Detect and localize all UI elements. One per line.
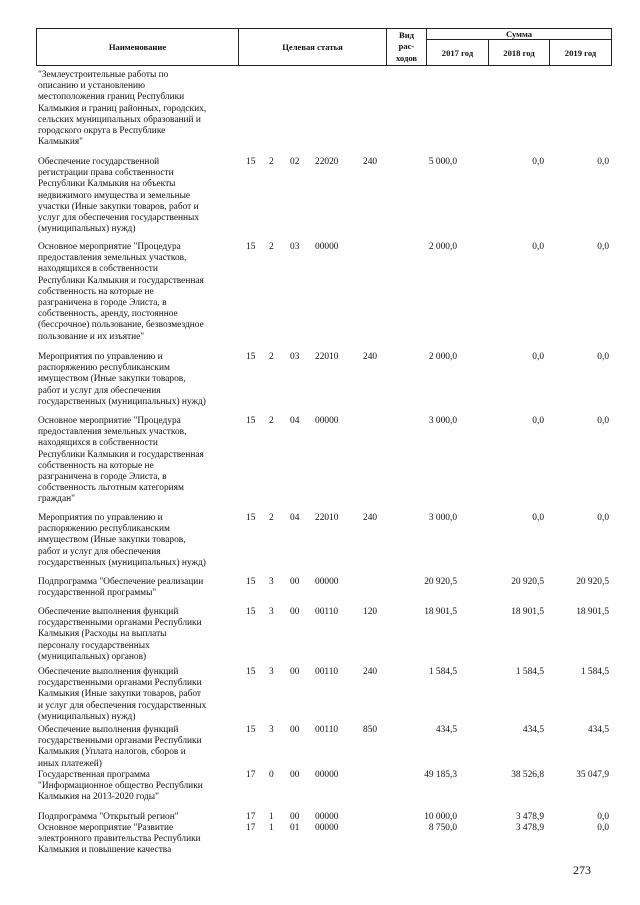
program-code: 15 [246, 725, 256, 735]
expense-type-code: 240 [363, 352, 378, 362]
sum-2019: 0,0 [597, 242, 609, 252]
sum-2018: 0,0 [532, 416, 544, 426]
sum-2017: 434,5 [435, 725, 457, 735]
sum-2018: 3 478,9 [515, 823, 544, 833]
activity-code: 00 [290, 812, 300, 822]
program-code: 15 [246, 157, 256, 167]
sum-2018: 38 526,8 [511, 770, 544, 780]
program-code: 17 [246, 770, 256, 780]
expense-type-code: 240 [363, 667, 378, 677]
program-code: 15 [246, 667, 256, 677]
subprogram-code: 3 [269, 607, 274, 617]
activity-code: 00 [290, 607, 300, 617]
header-year-2019: 2019 год [550, 40, 612, 66]
expense-type-code: 240 [363, 157, 378, 167]
program-code: 15 [246, 513, 256, 523]
sum-2017: 49 185,3 [424, 770, 457, 780]
direction-code: 00110 [315, 667, 339, 677]
direction-code: 22010 [315, 352, 339, 362]
sum-2019: 0,0 [597, 823, 609, 833]
activity-code: 02 [290, 157, 300, 167]
sum-2018: 18 901,5 [511, 607, 544, 617]
sum-2017: 20 920,5 [424, 577, 457, 587]
header-year-2018: 2018 год [489, 40, 550, 66]
sum-2018: 1 584,5 [515, 667, 544, 677]
activity-code: 00 [290, 577, 300, 587]
activity-code: 00 [290, 725, 300, 735]
page-number: 273 [573, 863, 591, 877]
direction-code: 00000 [315, 770, 339, 780]
program-code: 15 [246, 242, 256, 252]
row-name: "Землеустроительные работы по описанию и установлению местоположения границ Республики Калмыкия и границ районных, городских, сельских муниципальных образований и городского округа в Республике Калмыкия" [38, 70, 207, 148]
row-name: Подпрограмма "Обеспечение реализации государственной программы" [38, 577, 204, 599]
direction-code: 00000 [315, 823, 339, 833]
subprogram-code: 2 [269, 416, 274, 426]
activity-code: 03 [290, 242, 300, 252]
row-name: Основное мероприятие "Процедура предоставления земельных участков, находящихся в собственности Республики Калмыкия и государственная собственность на которые не разграничена в городе Элиста, в собственность льготным категориям граждан" [38, 416, 204, 505]
subprogram-code: 1 [269, 812, 274, 822]
header-sum: Сумма [427, 29, 612, 40]
direction-code: 00000 [315, 416, 339, 426]
subprogram-code: 2 [269, 157, 274, 167]
activity-code: 00 [290, 770, 300, 780]
row-name: Подпрограмма "Открытый регион" [38, 812, 179, 822]
subprogram-code: 2 [269, 242, 274, 252]
activity-code: 04 [290, 513, 300, 523]
direction-code: 00000 [315, 812, 339, 822]
sum-2017: 8 750,0 [428, 823, 457, 833]
sum-2019: 0,0 [597, 157, 609, 167]
direction-code: 00110 [315, 607, 339, 617]
sum-2019: 1 584,5 [580, 667, 609, 677]
row-name: Обеспечение выполнения функций государственными органами Республики Калмыкия (Расходы на выплаты персоналу государственных (муниципальных) органов) [38, 607, 202, 662]
sum-2017: 3 000,0 [428, 416, 457, 426]
direction-code: 00110 [315, 725, 339, 735]
sum-2017: 2 000,0 [428, 242, 457, 252]
subprogram-code: 2 [269, 513, 274, 523]
sum-2017: 2 000,0 [428, 352, 457, 362]
sum-2019: 0,0 [597, 416, 609, 426]
sum-2019: 20 920,5 [576, 577, 609, 587]
row-name: Основное мероприятие "Развитие электронного правительства Республики Калмыкия и повышение качества [38, 823, 201, 856]
header-year-2017: 2017 год [427, 40, 489, 66]
program-code: 15 [246, 416, 256, 426]
header-expense-type: Вид рас- ходов [387, 29, 427, 66]
sum-2018: 434,5 [522, 725, 544, 735]
program-code: 15 [246, 577, 256, 587]
activity-code: 03 [290, 352, 300, 362]
sum-2018: 0,0 [532, 157, 544, 167]
sum-2019: 18 901,5 [576, 607, 609, 617]
activity-code: 01 [290, 823, 300, 833]
expense-type-code: 120 [363, 607, 378, 617]
budget-table-page [36, 28, 611, 856]
sum-2018: 0,0 [532, 242, 544, 252]
header-target-article: Целевая статья [239, 29, 387, 66]
subprogram-code: 2 [269, 352, 274, 362]
sum-2019: 0,0 [597, 513, 609, 523]
direction-code: 22020 [315, 157, 339, 167]
sum-2018: 20 920,5 [511, 577, 544, 587]
sum-2017: 5 000,0 [428, 157, 457, 167]
program-code: 17 [246, 823, 256, 833]
row-name: Обеспечение выполнения функций государственными органами Республики Калмыкия (Уплата налогов, сборов и иных платежей) [38, 725, 202, 769]
activity-code: 00 [290, 667, 300, 677]
sum-2017: 18 901,5 [424, 607, 457, 617]
program-code: 15 [246, 352, 256, 362]
subprogram-code: 3 [269, 667, 274, 677]
sum-2018: 3 478,9 [515, 812, 544, 822]
row-name: Мероприятия по управлению и распоряжению республиканским имуществом (Иные закупки товаров, работ и услуг для обеспечения государственных (муниципальных) нужд) [38, 352, 206, 407]
sum-2019: 0,0 [597, 812, 609, 822]
row-name: Обеспечение государственной регистрации права собственности Республики Калмыкия на объекты недвижимого имущества и земельные участки (Иные закупки товаров, работ и услуг для обеспечения государственных (муниципальных) нужд) [38, 157, 200, 235]
direction-code: 22010 [315, 513, 339, 523]
sum-2017: 10 000,0 [424, 812, 457, 822]
expense-type-code: 850 [363, 725, 378, 735]
row-name: Мероприятия по управлению и распоряжению республиканским имуществом (Иные закупки товаров, работ и услуг для обеспечения государственных (муниципальных) нужд) [38, 513, 206, 568]
program-code: 17 [246, 812, 256, 822]
direction-code: 00000 [315, 577, 339, 587]
sum-2018: 0,0 [532, 352, 544, 362]
subprogram-code: 1 [269, 823, 274, 833]
sum-2019: 434,5 [587, 725, 609, 735]
row-name: Основное мероприятие "Процедура предоставления земельных участков, находящихся в собственности Республики Калмыкия и государственная собственность на которые не разграничена в городе Элиста, в собственность, аренду, постоянное (бессрочное) пользование, безвозмездное пользование и их изъятие" [38, 242, 204, 342]
table-header [36, 28, 612, 66]
direction-code: 00000 [315, 242, 339, 252]
subprogram-code: 3 [269, 725, 274, 735]
sum-2019: 0,0 [597, 352, 609, 362]
row-name: Государственная программа "Информационное общество Республики Калмыкия на 2013-2020 годы" [38, 770, 203, 803]
subprogram-code: 0 [269, 770, 274, 780]
program-code: 15 [246, 607, 256, 617]
header-name: Наименование [37, 29, 239, 66]
activity-code: 04 [290, 416, 300, 426]
expense-type-code: 240 [363, 513, 378, 523]
sum-2017: 1 584,5 [428, 667, 457, 677]
sum-2017: 3 000,0 [428, 513, 457, 523]
sum-2018: 0,0 [532, 513, 544, 523]
sum-2019: 35 047,9 [576, 770, 609, 780]
subprogram-code: 3 [269, 577, 274, 587]
row-name: Обеспечение выполнения функций государственными органами Республики Калмыкия (Иные закупки товаров, работ и услуг для обеспечения государственных (муниципальных) нужд) [38, 667, 207, 722]
